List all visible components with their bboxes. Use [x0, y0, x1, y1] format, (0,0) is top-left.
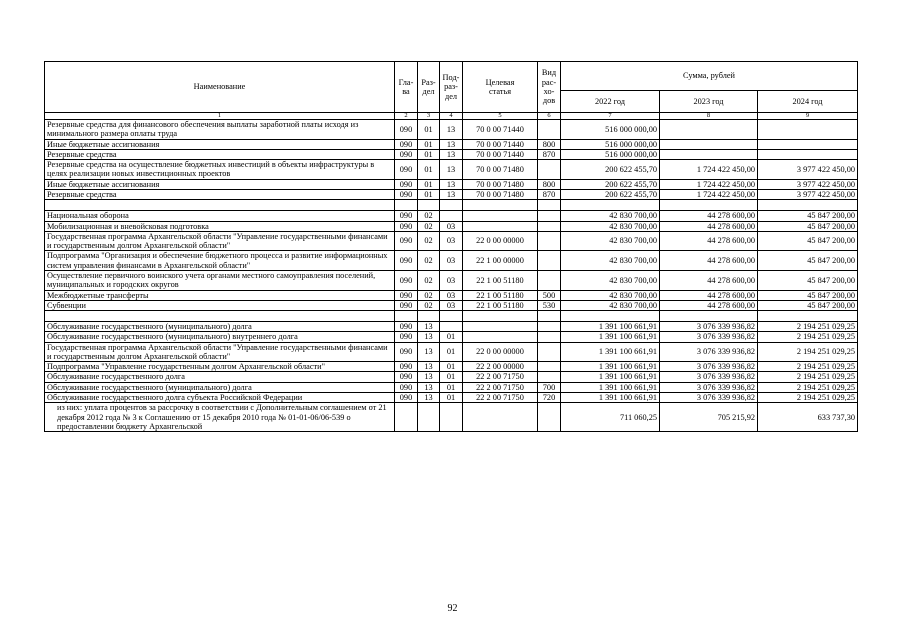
column-number: 4 — [440, 113, 463, 120]
row-sum-2024 — [758, 120, 858, 140]
row-sum-2022: 42 830 700,00 — [561, 300, 660, 310]
row-glava: 090 — [395, 300, 418, 310]
row-name: Межбюджетные трансферты — [45, 290, 395, 300]
column-number: 5 — [463, 113, 538, 120]
header-razdel: Раз- дел — [418, 62, 440, 113]
header-year-2023: 2023 год — [660, 91, 758, 113]
row-sum-2022: 200 622 455,70 — [561, 189, 660, 199]
page-number: 92 — [447, 603, 458, 614]
table-row — [45, 322, 858, 332]
row-sum-2024 — [758, 311, 858, 322]
row-sum-2023: 44 278 600,00 — [660, 270, 758, 290]
row-razdel: 02 — [418, 300, 440, 310]
table-row — [45, 160, 858, 180]
row-target-article: 22 2 00 71750 — [463, 372, 538, 382]
table-row — [45, 372, 858, 382]
row-sum-2023: 3 076 339 936,82 — [660, 372, 758, 382]
row-sum-2024: 2 194 251 029,25 — [758, 322, 858, 332]
row-name — [45, 200, 395, 211]
header-name: Наименование — [45, 62, 395, 113]
row-target-article — [463, 332, 538, 342]
table-row — [45, 189, 858, 199]
row-target-article: 22 2 00 00000 — [463, 362, 538, 372]
table-row — [45, 362, 858, 372]
header-target-article: Целевая статья — [463, 62, 538, 113]
row-target-article — [463, 322, 538, 332]
table-row — [45, 382, 858, 392]
row-name: Обслуживание государственного долга — [45, 372, 395, 382]
table-row — [45, 149, 858, 159]
row-sum-2022 — [561, 311, 660, 322]
header-sum: Сумма, рублей — [561, 62, 858, 91]
table-row — [45, 332, 858, 342]
row-sum-2022: 42 830 700,00 — [561, 231, 660, 251]
row-target-article: 70 0 00 71480 — [463, 160, 538, 180]
row-razdel: 13 — [418, 332, 440, 342]
row-sum-2023: 44 278 600,00 — [660, 231, 758, 251]
row-name: Иные бюджетные ассигнования — [45, 139, 395, 149]
row-name: Субвенции — [45, 300, 395, 310]
row-sum-2023: 3 076 339 936,82 — [660, 332, 758, 342]
row-name: Иные бюджетные ассигнования — [45, 179, 395, 189]
row-name: Подпрограмма "Организация и обеспечение бюджетного процесса и развитие информационных систем управления финансами в Архангельской области" — [45, 251, 395, 271]
row-razdel: 02 — [418, 290, 440, 300]
header-podrazdel: Под- раз- дел — [440, 62, 463, 113]
row-sum-2024: 2 194 251 029,25 — [758, 382, 858, 392]
row-glava: 090 — [395, 149, 418, 159]
row-name: из них: уплата процентов за рассрочку в соответствии с Дополнительным соглашением от 21 декабря 2012 года № 3 к Соглашению от 15 декабря 2010 года № 01-01-06/06-539 о предоставлении бюджету Архангельской — [45, 403, 395, 432]
row-sum-2022 — [561, 200, 660, 211]
row-podrazdel — [440, 311, 463, 322]
column-number: 6 — [538, 113, 561, 120]
row-razdel: 02 — [418, 221, 440, 231]
row-target-article — [463, 403, 538, 432]
row-razdel — [418, 403, 440, 432]
row-expense-type — [538, 221, 561, 231]
row-expense-type — [538, 362, 561, 372]
row-podrazdel: 03 — [440, 300, 463, 310]
row-glava: 090 — [395, 362, 418, 372]
row-razdel: 13 — [418, 322, 440, 332]
row-sum-2022: 42 830 700,00 — [561, 251, 660, 271]
row-razdel: 13 — [418, 393, 440, 403]
column-number: 3 — [418, 113, 440, 120]
row-razdel: 01 — [418, 149, 440, 159]
row-name: Обслуживание государственного (муниципального) долга — [45, 322, 395, 332]
row-sum-2022: 1 391 100 661,91 — [561, 342, 660, 362]
column-number: 9 — [758, 113, 858, 120]
row-expense-type — [538, 342, 561, 362]
header-row — [45, 62, 858, 91]
row-expense-type: 870 — [538, 149, 561, 159]
row-razdel: 13 — [418, 372, 440, 382]
row-target-article: 70 0 00 71440 — [463, 149, 538, 159]
row-glava: 090 — [395, 221, 418, 231]
header-glava: Гла- ва — [395, 62, 418, 113]
row-podrazdel: 01 — [440, 372, 463, 382]
row-podrazdel: 13 — [440, 149, 463, 159]
row-target-article: 22 1 00 51180 — [463, 300, 538, 310]
row-name: Резервные средства — [45, 149, 395, 159]
row-podrazdel: 03 — [440, 251, 463, 271]
row-glava: 090 — [395, 211, 418, 221]
row-razdel: 01 — [418, 189, 440, 199]
row-razdel: 01 — [418, 120, 440, 140]
row-sum-2023 — [660, 149, 758, 159]
table-row — [45, 251, 858, 271]
row-sum-2022: 1 391 100 661,91 — [561, 362, 660, 372]
row-sum-2024 — [758, 149, 858, 159]
row-sum-2024: 2 194 251 029,25 — [758, 372, 858, 382]
row-expense-type — [538, 403, 561, 432]
row-target-article — [463, 200, 538, 211]
column-number: 8 — [660, 113, 758, 120]
row-sum-2024: 2 194 251 029,25 — [758, 342, 858, 362]
row-sum-2023: 1 724 422 450,00 — [660, 179, 758, 189]
row-podrazdel: 03 — [440, 221, 463, 231]
row-expense-type: 700 — [538, 382, 561, 392]
row-glava: 090 — [395, 393, 418, 403]
row-sum-2024: 2 194 251 029,25 — [758, 393, 858, 403]
row-sum-2023: 3 076 339 936,82 — [660, 382, 758, 392]
row-expense-type — [538, 231, 561, 251]
row-podrazdel — [440, 200, 463, 211]
row-sum-2023 — [660, 120, 758, 140]
row-razdel: 02 — [418, 251, 440, 271]
table-row — [45, 300, 858, 310]
row-sum-2023: 3 076 339 936,82 — [660, 322, 758, 332]
row-razdel: 13 — [418, 342, 440, 362]
row-sum-2022: 1 391 100 661,91 — [561, 382, 660, 392]
header-year-2024: 2024 год — [758, 91, 858, 113]
row-expense-type: 500 — [538, 290, 561, 300]
row-glava: 090 — [395, 290, 418, 300]
row-podrazdel: 13 — [440, 179, 463, 189]
row-sum-2022: 1 391 100 661,91 — [561, 332, 660, 342]
row-sum-2023 — [660, 200, 758, 211]
row-sum-2022: 42 830 700,00 — [561, 211, 660, 221]
row-sum-2022: 200 622 455,70 — [561, 179, 660, 189]
row-sum-2024 — [758, 139, 858, 149]
table-row — [45, 179, 858, 189]
row-razdel: 01 — [418, 160, 440, 180]
row-sum-2022: 516 000 000,00 — [561, 139, 660, 149]
column-number: 1 — [45, 113, 395, 120]
row-sum-2024: 45 847 200,00 — [758, 290, 858, 300]
row-name: Обслуживание государственного (муниципального) долга — [45, 382, 395, 392]
row-sum-2023: 3 076 339 936,82 — [660, 342, 758, 362]
row-expense-type: 720 — [538, 393, 561, 403]
row-sum-2024: 2 194 251 029,25 — [758, 362, 858, 372]
row-razdel: 01 — [418, 139, 440, 149]
row-glava: 090 — [395, 139, 418, 149]
table-row — [45, 120, 858, 140]
row-glava: 090 — [395, 160, 418, 180]
row-glava: 090 — [395, 322, 418, 332]
row-sum-2023: 44 278 600,00 — [660, 251, 758, 271]
row-sum-2023: 44 278 600,00 — [660, 290, 758, 300]
row-glava — [395, 311, 418, 322]
row-podrazdel — [440, 322, 463, 332]
row-expense-type — [538, 200, 561, 211]
row-sum-2022: 1 391 100 661,91 — [561, 322, 660, 332]
row-expense-type — [538, 160, 561, 180]
row-name: Мобилизационная и вневойсковая подготовка — [45, 221, 395, 231]
row-target-article: 22 0 00 00000 — [463, 342, 538, 362]
row-glava: 090 — [395, 372, 418, 382]
table-row — [45, 139, 858, 149]
row-target-article: 22 1 00 51180 — [463, 290, 538, 300]
table-row — [45, 342, 858, 362]
row-name: Национальная оборона — [45, 211, 395, 221]
row-razdel: 02 — [418, 231, 440, 251]
row-sum-2024: 2 194 251 029,25 — [758, 332, 858, 342]
row-sum-2024: 3 977 422 450,00 — [758, 189, 858, 199]
row-sum-2023 — [660, 311, 758, 322]
table-body — [45, 62, 858, 432]
row-sum-2024: 45 847 200,00 — [758, 270, 858, 290]
empty-row — [45, 200, 858, 211]
row-podrazdel: 13 — [440, 120, 463, 140]
row-sum-2023: 44 278 600,00 — [660, 211, 758, 221]
row-razdel — [418, 200, 440, 211]
row-podrazdel — [440, 403, 463, 432]
row-sum-2023 — [660, 139, 758, 149]
empty-row — [45, 311, 858, 322]
row-expense-type — [538, 270, 561, 290]
row-target-article: 70 0 00 71440 — [463, 120, 538, 140]
row-podrazdel: 01 — [440, 362, 463, 372]
row-razdel: 13 — [418, 382, 440, 392]
row-target-article: 22 0 00 00000 — [463, 231, 538, 251]
row-podrazdel: 01 — [440, 342, 463, 362]
row-expense-type: 800 — [538, 179, 561, 189]
row-podrazdel: 13 — [440, 189, 463, 199]
row-target-article: 22 2 00 71750 — [463, 393, 538, 403]
row-sum-2024: 45 847 200,00 — [758, 211, 858, 221]
row-sum-2024: 45 847 200,00 — [758, 231, 858, 251]
table-row — [45, 221, 858, 231]
table-row — [45, 403, 858, 432]
row-expense-type — [538, 311, 561, 322]
row-expense-type: 800 — [538, 139, 561, 149]
table-row — [45, 231, 858, 251]
row-sum-2022: 200 622 455,70 — [561, 160, 660, 180]
row-sum-2023: 1 724 422 450,00 — [660, 189, 758, 199]
budget-table — [44, 61, 858, 432]
row-sum-2023: 3 076 339 936,82 — [660, 393, 758, 403]
row-podrazdel: 03 — [440, 270, 463, 290]
row-target-article: 70 0 00 71480 — [463, 189, 538, 199]
column-number: 2 — [395, 113, 418, 120]
row-podrazdel — [440, 211, 463, 221]
column-number-row — [45, 113, 858, 120]
row-sum-2023: 705 215,92 — [660, 403, 758, 432]
row-expense-type: 530 — [538, 300, 561, 310]
table-row — [45, 270, 858, 290]
row-name: Резервные средства — [45, 189, 395, 199]
row-target-article: 22 1 00 51180 — [463, 270, 538, 290]
column-number: 7 — [561, 113, 660, 120]
table-row — [45, 290, 858, 300]
row-podrazdel: 01 — [440, 332, 463, 342]
row-razdel: 02 — [418, 270, 440, 290]
row-glava: 090 — [395, 332, 418, 342]
row-target-article — [463, 311, 538, 322]
row-expense-type — [538, 251, 561, 271]
row-expense-type — [538, 211, 561, 221]
row-podrazdel: 03 — [440, 231, 463, 251]
row-sum-2024: 45 847 200,00 — [758, 251, 858, 271]
row-target-article — [463, 221, 538, 231]
row-glava: 090 — [395, 120, 418, 140]
row-sum-2023: 3 076 339 936,82 — [660, 362, 758, 372]
row-name: Государственная программа Архангельской области "Управление государственными финансами и государственным долгом Архангельской области" — [45, 231, 395, 251]
row-podrazdel: 01 — [440, 382, 463, 392]
row-sum-2023: 44 278 600,00 — [660, 221, 758, 231]
row-podrazdel: 13 — [440, 139, 463, 149]
row-sum-2024: 3 977 422 450,00 — [758, 179, 858, 189]
header-expense-type: Вид рас- хо- дов — [538, 62, 561, 113]
row-podrazdel: 03 — [440, 290, 463, 300]
row-target-article: 22 1 00 00000 — [463, 251, 538, 271]
table-row — [45, 393, 858, 403]
row-name: Обслуживание государственного (муниципального) внутреннего долга — [45, 332, 395, 342]
row-sum-2022: 42 830 700,00 — [561, 270, 660, 290]
row-podrazdel: 01 — [440, 393, 463, 403]
row-glava: 090 — [395, 270, 418, 290]
row-razdel: 13 — [418, 362, 440, 372]
row-sum-2023: 44 278 600,00 — [660, 300, 758, 310]
row-glava: 090 — [395, 231, 418, 251]
row-name — [45, 311, 395, 322]
row-glava: 090 — [395, 179, 418, 189]
row-sum-2024: 3 977 422 450,00 — [758, 160, 858, 180]
row-sum-2024 — [758, 200, 858, 211]
row-glava: 090 — [395, 189, 418, 199]
row-name: Государственная программа Архангельской области "Управление государственными финансами и государственным долгом Архангельской области" — [45, 342, 395, 362]
row-sum-2024: 45 847 200,00 — [758, 300, 858, 310]
header-year-2022: 2022 год — [561, 91, 660, 113]
row-sum-2022: 516 000 000,00 — [561, 120, 660, 140]
row-sum-2023: 1 724 422 450,00 — [660, 160, 758, 180]
table-row — [45, 211, 858, 221]
row-expense-type: 870 — [538, 189, 561, 199]
row-name: Обслуживание государственного долга субъекта Российской Федерации — [45, 393, 395, 403]
row-sum-2022: 1 391 100 661,91 — [561, 372, 660, 382]
row-name: Подпрограмма "Управление государственным долгом Архангельской области" — [45, 362, 395, 372]
row-glava: 090 — [395, 382, 418, 392]
row-glava: 090 — [395, 342, 418, 362]
row-glava — [395, 200, 418, 211]
row-expense-type — [538, 120, 561, 140]
row-expense-type — [538, 322, 561, 332]
row-sum-2022: 1 391 100 661,91 — [561, 393, 660, 403]
row-razdel: 01 — [418, 179, 440, 189]
row-razdel: 02 — [418, 211, 440, 221]
row-sum-2022: 42 830 700,00 — [561, 221, 660, 231]
row-sum-2024: 45 847 200,00 — [758, 221, 858, 231]
row-target-article: 70 0 00 71480 — [463, 179, 538, 189]
row-razdel — [418, 311, 440, 322]
row-target-article: 70 0 00 71440 — [463, 139, 538, 149]
row-target-article — [463, 211, 538, 221]
row-name: Резервные средства на осуществление бюджетных инвестиций в объекты инфраструктуры в целях реализации новых инвестиционных проектов — [45, 160, 395, 180]
row-sum-2022: 42 830 700,00 — [561, 290, 660, 300]
row-podrazdel: 13 — [440, 160, 463, 180]
row-glava: 090 — [395, 251, 418, 271]
row-target-article: 22 2 00 71750 — [463, 382, 538, 392]
row-expense-type — [538, 332, 561, 342]
row-glava — [395, 403, 418, 432]
row-sum-2022: 516 000 000,00 — [561, 149, 660, 159]
row-name: Резервные средства для финансового обеспечения выплаты заработной платы исходя из минимального размера оплаты труда — [45, 120, 395, 140]
row-sum-2022: 711 060,25 — [561, 403, 660, 432]
row-expense-type — [538, 372, 561, 382]
row-sum-2024: 633 737,30 — [758, 403, 858, 432]
row-name: Осуществление первичного воинского учета органами местного самоуправления поселений, муниципальных и городских округов — [45, 270, 395, 290]
